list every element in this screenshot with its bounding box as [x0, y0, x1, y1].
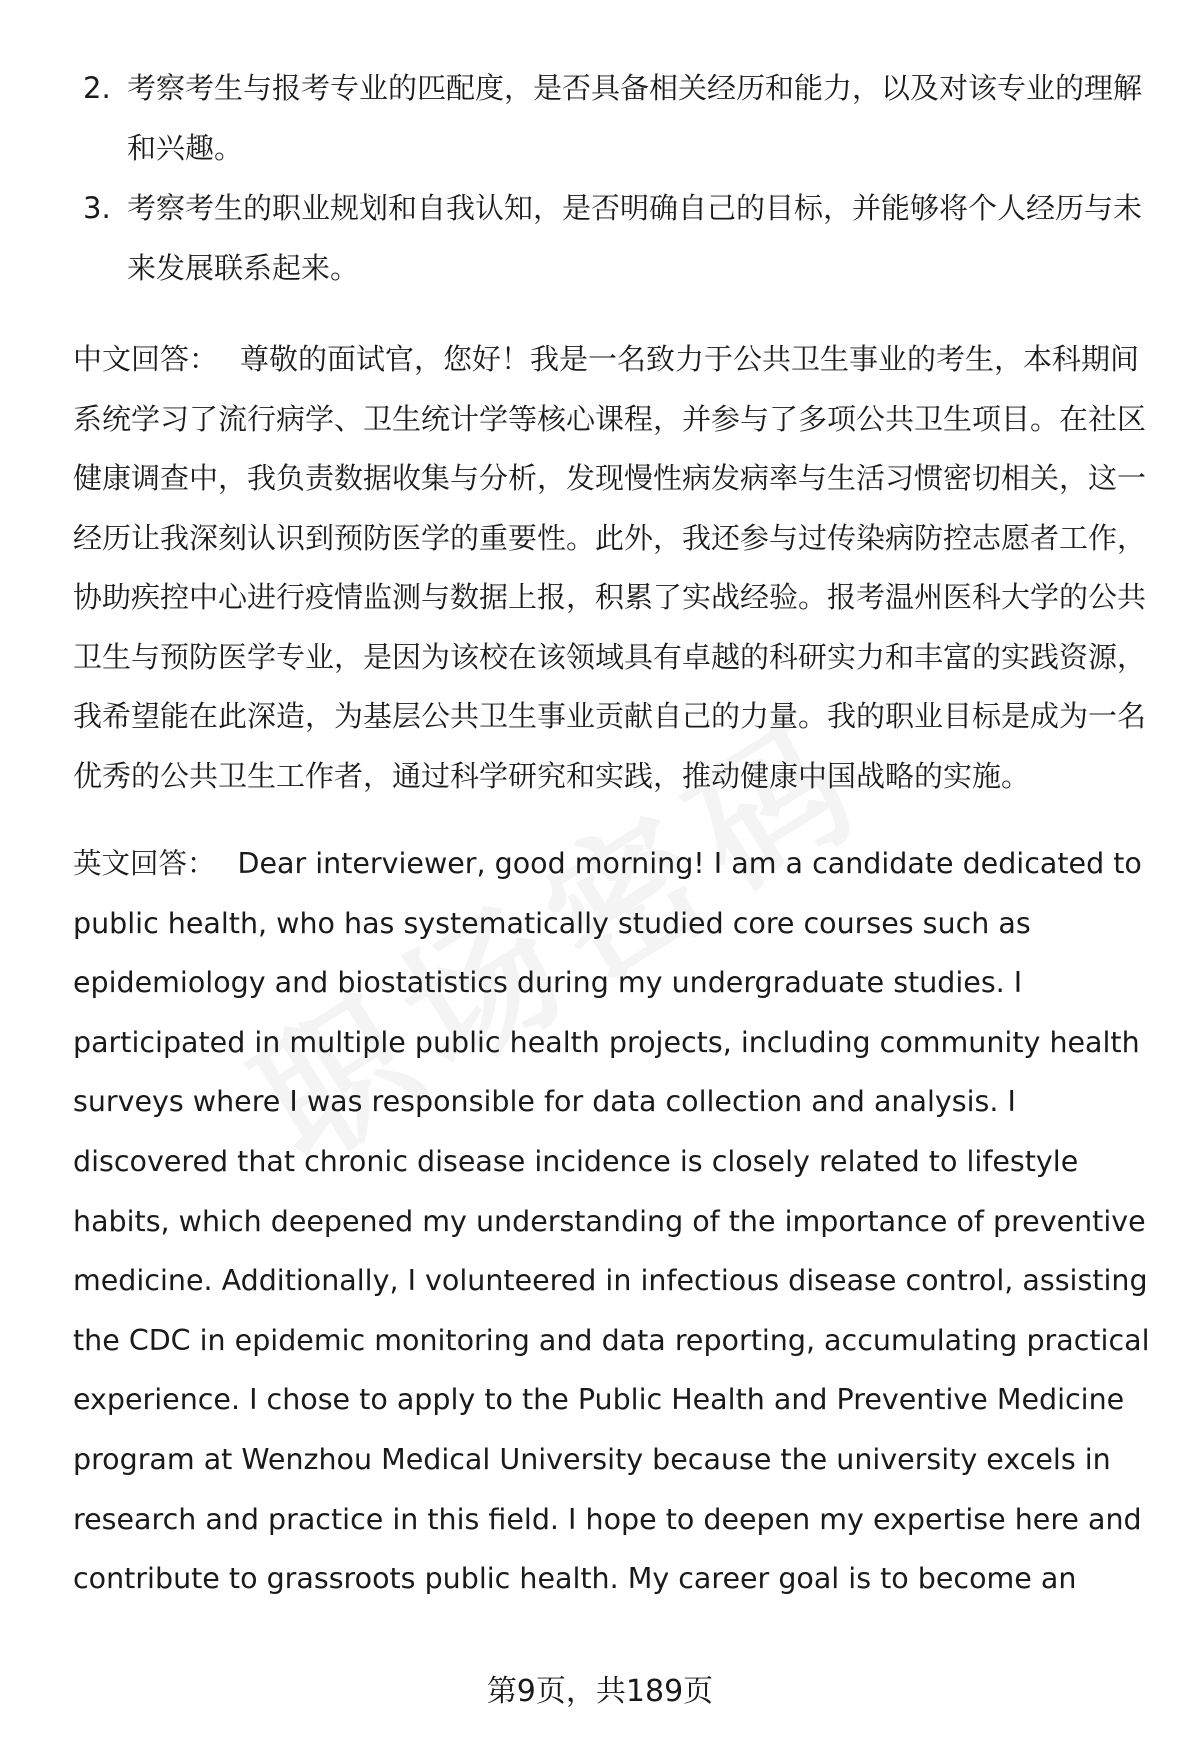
list-item-number: 3.: [83, 191, 111, 225]
english-answer-paragraph: [73, 834, 1153, 1609]
page-number-footer: 第9页，共189页: [486, 1674, 714, 1709]
chinese-answer-text: 尊敬的面试官，您好！我是一名致力于公共卫生事业的考生，本科期间系统学习了流行病学、卫生统计学等核心课程，并参与了多项公共卫生项目。在社区健康调查中，我负责数据收集与分析，发现慢性病发病率与生活习惯密切相关，这一经历让我深刻认识到预防医学的重要性。此外，我还参与过传染病防控志愿者工作，协助疾控中心进行疫情监测与数据上报，积累了实战经验。报考温州医科大学的公共卫生与预防医学专业，是因为该校在该领域具有卓越的科研实力和丰富的实践资源，我希望能在此深造，为基层公共卫生事业贡献自己的力量。我的职业目标是成为一名优秀的公共卫生工作者，通过科学研究和实践，推动健康中国战略的实施。: [73, 342, 1147, 793]
page-content: [73, 58, 1153, 1609]
list-item: [73, 178, 1153, 298]
english-answer-text: Dear interviewer, good morning! I am a candidate dedicated to public health, who has systematically studied core courses such as epidemiology and biostatistics during my undergraduate studies. I participated in multiple public health projects, including community health surveys where I was responsible for data collection and analysis. I discovered that chronic disease incidence is closely related to lifestyle habits, which deepened my understanding of the importance of preventive medicine. Additionally, I volunteered in infectious disease control, assisting the CDC in epidemic monitoring and data reporting, accumulating practical experience. I chose to apply to the Public Health and Preventive Medicine program at Wenzhou Medical University because the university excels in research and practice in this field. I hope to deepen my expertise here and contribute to grassroots public health. My career goal is to become an: [73, 847, 1150, 1596]
english-answer-label: 英文回答：: [73, 847, 216, 880]
list-item: [73, 58, 1153, 178]
evaluation-points-list: [73, 58, 1153, 298]
list-item-text: 考察考生的职业规划和自我认知，是否明确自己的目标，并能够将个人经历与未来发展联系起来。: [127, 191, 1143, 285]
list-item-number: 2.: [83, 71, 111, 105]
chinese-answer-paragraph: [73, 330, 1153, 806]
chinese-answer-label: 中文回答：: [73, 342, 219, 376]
list-item-text: 考察考生与报考专业的匹配度，是否具备相关经历和能力，以及对该专业的理解和兴趣。: [127, 71, 1143, 165]
